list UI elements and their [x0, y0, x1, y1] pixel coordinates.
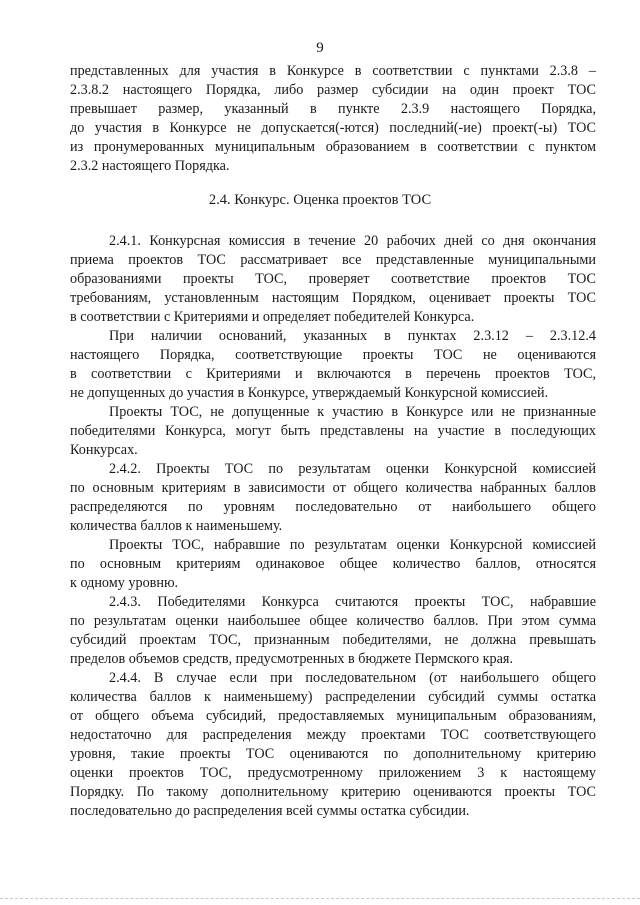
text-line: При наличии оснований, указанных в пунктах 2.3.12 – 2.3.12.4: [109, 328, 596, 344]
text-line: требованиям, установленным настоящим Порядком, оценивает проекты ТОС: [70, 290, 596, 306]
text-line: Проекты ТОС, набравшие по результатам оценки Конкурсной комиссией: [109, 537, 596, 553]
text-line: недостаточно для распределения между проектами ТОС соответствующего: [70, 727, 596, 743]
text-line: по основным критериям одинаковое общее количество баллов, относятся: [70, 556, 596, 572]
page-number: 9: [316, 40, 324, 56]
text-line: образованиями проекты ТОС, проверяет соответствие проектов ТОС: [70, 271, 596, 287]
section-body: [70, 232, 596, 821]
text-line: до участия в Конкурсе не допускается(-ются) последний(-ие) проект(-ы) ТОС: [70, 120, 596, 136]
text-line: последовательно до распределения всей суммы остатка субсидии.: [70, 803, 470, 819]
text-line: количества баллов к наименьшему) распределении субсидий суммы остатка: [70, 689, 596, 705]
text-line: 2.3.2 настоящего Порядка.: [70, 158, 230, 174]
text-line: 2.3.8.2 настоящего Порядка, либо размер субсидии на один проект ТОС: [70, 82, 596, 98]
text-line: в соответствии с Критериями и определяет победителей Конкурса.: [70, 309, 475, 325]
text-line: настоящего Порядка, соответствующие проекты ТОС не оцениваются: [70, 347, 596, 363]
text-line: приема проектов ТОС рассматривает все представленные муниципальными: [70, 252, 596, 268]
text-line: от общего объема субсидий, предоставляемых муниципальным образованиям,: [70, 708, 596, 724]
text-line: Проекты ТОС, не допущенные к участию в Конкурсе или не признанные: [109, 404, 596, 420]
section-heading: 2.4. Конкурс. Оценка проектов ТОС: [208, 192, 432, 208]
text-line: представленных для участия в Конкурсе в соответствии с пунктами 2.3.8 –: [70, 63, 596, 79]
scan-edge-divider: [0, 898, 640, 899]
text-line: 2.4.3. Победителями Конкурса считаются проекты ТОС, набравшие: [109, 594, 596, 610]
text-line: количества баллов к наименьшему.: [70, 518, 283, 534]
text-line: к одному уровню.: [70, 575, 179, 591]
text-line: Конкурсах.: [70, 442, 138, 458]
text-line: пределов объемов средств, предусмотренных в бюджете Пермского края.: [70, 651, 514, 667]
text-line: распределяются по уровням последовательно от наибольшего общего: [70, 499, 596, 515]
text-line: по результатам оценки наибольшее общее количество баллов. При этом сумма: [70, 613, 596, 629]
text-line: в соответствии с Критериями и включаются в перечень проектов ТОС,: [70, 366, 596, 382]
text-line: оценки проектов ТОС, предусмотренному приложением 3 к настоящему: [70, 765, 596, 781]
text-line: 2.4.1. Конкурсная комиссия в течение 20 рабочих дней со дня окончания: [109, 233, 596, 249]
intro-paragraph: [70, 62, 596, 176]
text-line: уровня, такие проекты ТОС оцениваются по дополнительному критерию: [70, 746, 596, 762]
text-line: Порядку. По такому дополнительному критерию оцениваются проекты ТОС: [70, 784, 596, 800]
text-line: 2.4.2. Проекты ТОС по результатам оценки Конкурсной комиссией: [109, 461, 596, 477]
text-line: не допущенных до участия в Конкурсе, утверждаемый Конкурсной комиссией.: [70, 385, 549, 401]
text-line: из пронумерованных муниципальным образованием в соответствии с пунктом: [70, 139, 596, 155]
text-line: по основным критериям в зависимости от общего количества набранных баллов: [70, 480, 596, 496]
text-line: 2.4.4. В случае если при последовательном (от наибольшего общего: [109, 670, 596, 686]
text-line: превышает размер, указанный в пункте 2.3.9 настоящего Порядка,: [70, 101, 596, 117]
text-line: субсидий проектам ТОС, признанным победителями, не должна превышать: [70, 632, 596, 648]
text-line: победителями Конкурса, могут быть представлены на участие в последующих: [70, 423, 596, 439]
